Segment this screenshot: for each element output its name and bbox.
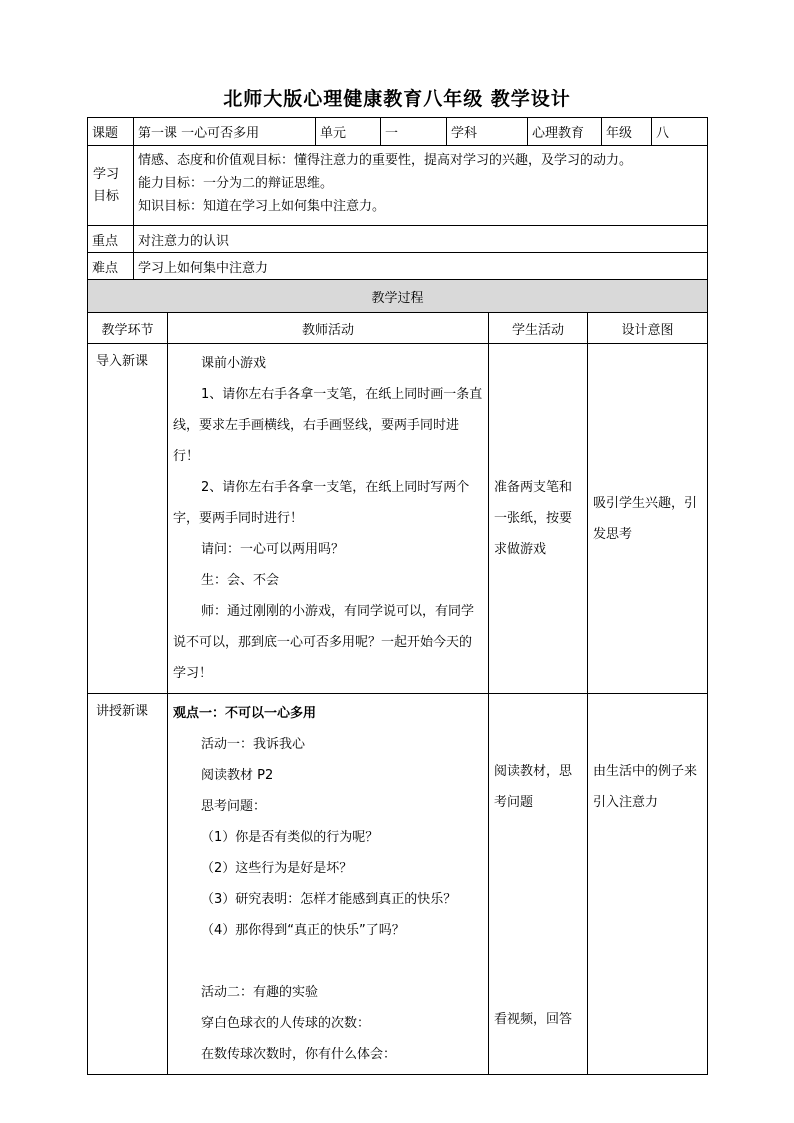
intro-line-step1: 1、请你左右手各拿一支笔，在纸上同时画一条直线，要求左手画横线，右手画竖线，要两手同时进行！	[173, 387, 483, 464]
lecture-intent-text: 由生活中的例子来引入注意力	[593, 764, 698, 810]
intro-line-game: 课前小游戏	[201, 356, 267, 371]
lecture-question-4: （4）那你得到“真正的快乐”了吗？	[201, 923, 405, 938]
lecture-intent-spacer	[593, 694, 702, 756]
intro-student-activity: 准备两支笔和一张纸，按要求做游戏	[489, 344, 588, 694]
lecture-activity-one: 活动一：我诉我心	[201, 737, 306, 752]
lecture-point-one: 观点一：不可以一心多用	[173, 706, 317, 721]
lecture-pass-count: 穿白色球衣的人传球的次数：	[201, 1016, 371, 1031]
lecture-feeling: 在数传球次数时，你有什么体会：	[201, 1047, 397, 1062]
lecture-student-gap	[494, 818, 582, 1004]
focus-value: 对注意力的认识	[134, 226, 708, 253]
lecture-teacher-cell	[168, 694, 489, 1075]
lecture-read-textbook: 阅读教材 P2	[201, 768, 274, 783]
lecture-student-activity	[489, 694, 588, 1075]
unit-value: 一	[381, 118, 447, 146]
grade-label: 年级	[602, 118, 652, 146]
teaching-process-table	[87, 279, 708, 1075]
difficulty-label: 难点	[88, 253, 134, 280]
subject-label: 学科	[447, 118, 528, 146]
stage-intro: 导入新课	[88, 344, 168, 694]
lecture-activity-two: 活动二：有趣的实验	[201, 985, 319, 1000]
goal-attitude: 情感、态度和价值观目标：懂得注意力的重要性，提高对学习的兴趣，及学习的动力。	[138, 153, 633, 168]
column-header-stage: 教学环节	[88, 313, 168, 344]
lecture-student-read: 阅读教材，思考问题	[494, 764, 573, 810]
unit-label: 单元	[316, 118, 381, 146]
intro-teacher-cell	[168, 344, 489, 694]
lecture-question-2: （2）这些行为是好是坏？	[201, 861, 353, 876]
document-title: 北师大版心理健康教育八年级 教学设计	[223, 88, 571, 110]
lecture-question-3: （3）研究表明：怎样才能感到真正的快乐？	[201, 892, 457, 907]
stage-lecture: 讲授新课	[88, 694, 168, 1075]
goal-knowledge: 知识目标：知道在学习上如何集中注意力。	[138, 199, 386, 214]
goals-label	[88, 146, 134, 226]
subject-value: 心理教育	[528, 118, 602, 146]
goal-ability: 能力目标：一分为二的辩证思维。	[138, 176, 334, 191]
grade-value: 八	[652, 118, 708, 146]
column-header-intent: 设计意图	[588, 313, 708, 344]
lecture-question-1: （1）你是否有类似的行为呢？	[201, 830, 379, 845]
lesson-value: 第一课 一心可否多用	[134, 118, 316, 146]
lecture-spacer	[173, 946, 483, 977]
difficulty-value: 学习上如何集中注意力	[134, 253, 708, 280]
lesson-info-table	[87, 117, 708, 280]
lecture-student-spacer	[494, 694, 582, 756]
goals-cell	[134, 146, 708, 226]
column-header-teacher: 教师活动	[168, 313, 489, 344]
intro-line-step2: 2、请你左右手各拿一支笔，在纸上同时写两个字，要两手同时进行！	[173, 480, 470, 526]
lecture-think-questions: 思考问题：	[201, 799, 267, 814]
intro-line-teacher-summary: 师：通过刚刚的小游戏，有同学说可以，有同学说不可以，那到底一心可否多用呢？一起开始今天的学习！	[173, 604, 475, 681]
intro-line-question: 请问：一心可以两用吗？	[201, 542, 345, 557]
focus-label: 重点	[88, 226, 134, 253]
lecture-student-video: 看视频，回答	[494, 1012, 573, 1027]
intro-design-intent: 吸引学生兴趣，引发思考	[588, 344, 708, 694]
lesson-label: 课题	[88, 118, 134, 146]
process-header: 教学过程	[88, 280, 708, 313]
lecture-design-intent	[588, 694, 708, 1075]
goals-label-text: 学习目标	[93, 166, 120, 204]
intro-line-student-answer: 生：会、不会	[201, 573, 280, 588]
column-header-student: 学生活动	[489, 313, 588, 344]
